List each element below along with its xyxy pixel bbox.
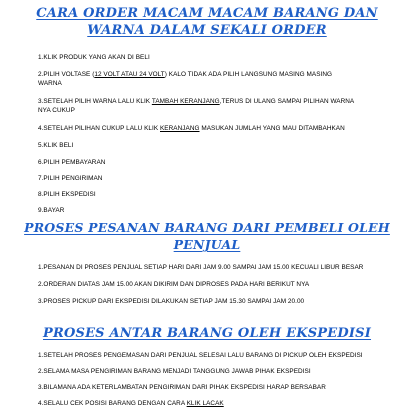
step-text-pre: 4.SELALU CEK POSISI BARANG DENGAN CARA <box>38 400 187 407</box>
step-text: 1.SETELAH PROSES PENGEMASAN DARI PENJUAL SELESAI LALU BARANG DI PICKUP OLEH EKSPEDISI <box>38 352 363 359</box>
section3-step-1 <box>38 351 398 360</box>
section1-step-3 <box>38 97 398 115</box>
section3-step-4 <box>38 399 398 408</box>
section1-step-2 <box>38 70 398 88</box>
section1-step-4 <box>38 124 398 133</box>
step-line <box>38 97 398 106</box>
step-text: 2.ORDERAN DIATAS JAM 15.00 AKAN DIKIRIM DAN DIPROSES PADA HARI BERIKUT NYA <box>38 281 310 288</box>
step-text: 1.PESANAN DI PROSES PENJUAL SETIAP HARI DARI JAM 9.00 SAMPAI JAM 15.00 KECUALI LIBUR BESAR <box>38 264 364 271</box>
section1-step-7 <box>38 174 398 183</box>
step-text: 8.PILIH EKSPEDISI <box>38 191 96 198</box>
section1-step-8 <box>38 190 398 199</box>
section2-title-line2: PENJUAL <box>173 237 241 252</box>
step-text: 7.PILIH PENGIRIMAN <box>38 175 103 182</box>
step-text: 1.KLIK PRODUK YANG AKAN DI BELI <box>38 54 150 61</box>
section2-step-2 <box>38 280 398 289</box>
step-text-post: ) KALO TIDAK ADA PILIH LANGSUNG MASING MASING <box>164 71 333 78</box>
section1-title-line1: CARA ORDER MACAM MACAM BARANG DAN <box>36 6 378 21</box>
step-text: 3.BILAMANA ADA KETERLAMBATAN PENGIRIMAN DARI PIHAK EKSPEDISI HARAP BERSABAR <box>38 384 326 391</box>
section1-step-5 <box>38 141 398 150</box>
step-text: 2.SELAMA MASA PENGIRIMAN BARANG MENJADI TANGGUNG JAWAB PIHAK EKSPEDISI <box>38 368 311 375</box>
step-line <box>38 70 398 79</box>
step-continuation: NYA CUKUP <box>38 107 75 114</box>
step-text: 5.KLIK BELI <box>38 142 74 149</box>
section3-title <box>0 325 414 342</box>
section2-title-line1: PROSES PESANAN BARANG DARI PEMBELI OLEH <box>24 220 390 235</box>
section1-step-1 <box>38 53 398 62</box>
section2-title <box>0 219 414 253</box>
voltage-option-link: 12 VOLT ATAU 24 VOLT <box>94 71 165 78</box>
step-text-pre: 3.SETELAH PILIH WARNA LALU KLIK <box>38 98 152 105</box>
step-text: 6.PILIH PEMBAYARAN <box>38 159 106 166</box>
keranjang-link: KERANJANG <box>160 125 200 132</box>
step-text-pre: 4.SETELAH PILIHAN CUKUP LALU KLIK <box>38 125 160 132</box>
step-text-post: MASUKAN JUMLAH YANG MAU DITAMBAHKAN <box>199 125 345 132</box>
step-text-post: ,TERUS DI ULANG SAMPAI PILIHAN WARNA <box>219 98 355 105</box>
section3-step-2 <box>38 367 398 376</box>
section1-title-line2: WARNA DALAM SEKALI ORDER <box>87 23 327 38</box>
tambah-keranjang-link: TAMBAH KERANJANG <box>151 98 220 105</box>
section2-step-3 <box>38 297 398 306</box>
klik-lacak-link: KLIK LACAK <box>186 400 224 407</box>
section2-step-1 <box>38 263 398 272</box>
section1-title <box>0 5 414 39</box>
section3-title-line: PROSES ANTAR BARANG OLEH EKSPEDISI <box>42 326 372 341</box>
section3-step-3 <box>38 383 398 392</box>
step-text: 3.PROSES PICKUP DARI EKSPEDISI DILAKUKAN SETIAP JAM 15.30 SAMPAI JAM 20.00 <box>38 298 305 305</box>
section1-step-6 <box>38 158 398 167</box>
step-text: 9.BAYAR <box>38 207 65 214</box>
section1-step-9 <box>38 206 398 215</box>
step-text-pre: 2.PILIH VOLTASE ( <box>38 71 95 78</box>
step-continuation: WARNA <box>38 80 62 87</box>
